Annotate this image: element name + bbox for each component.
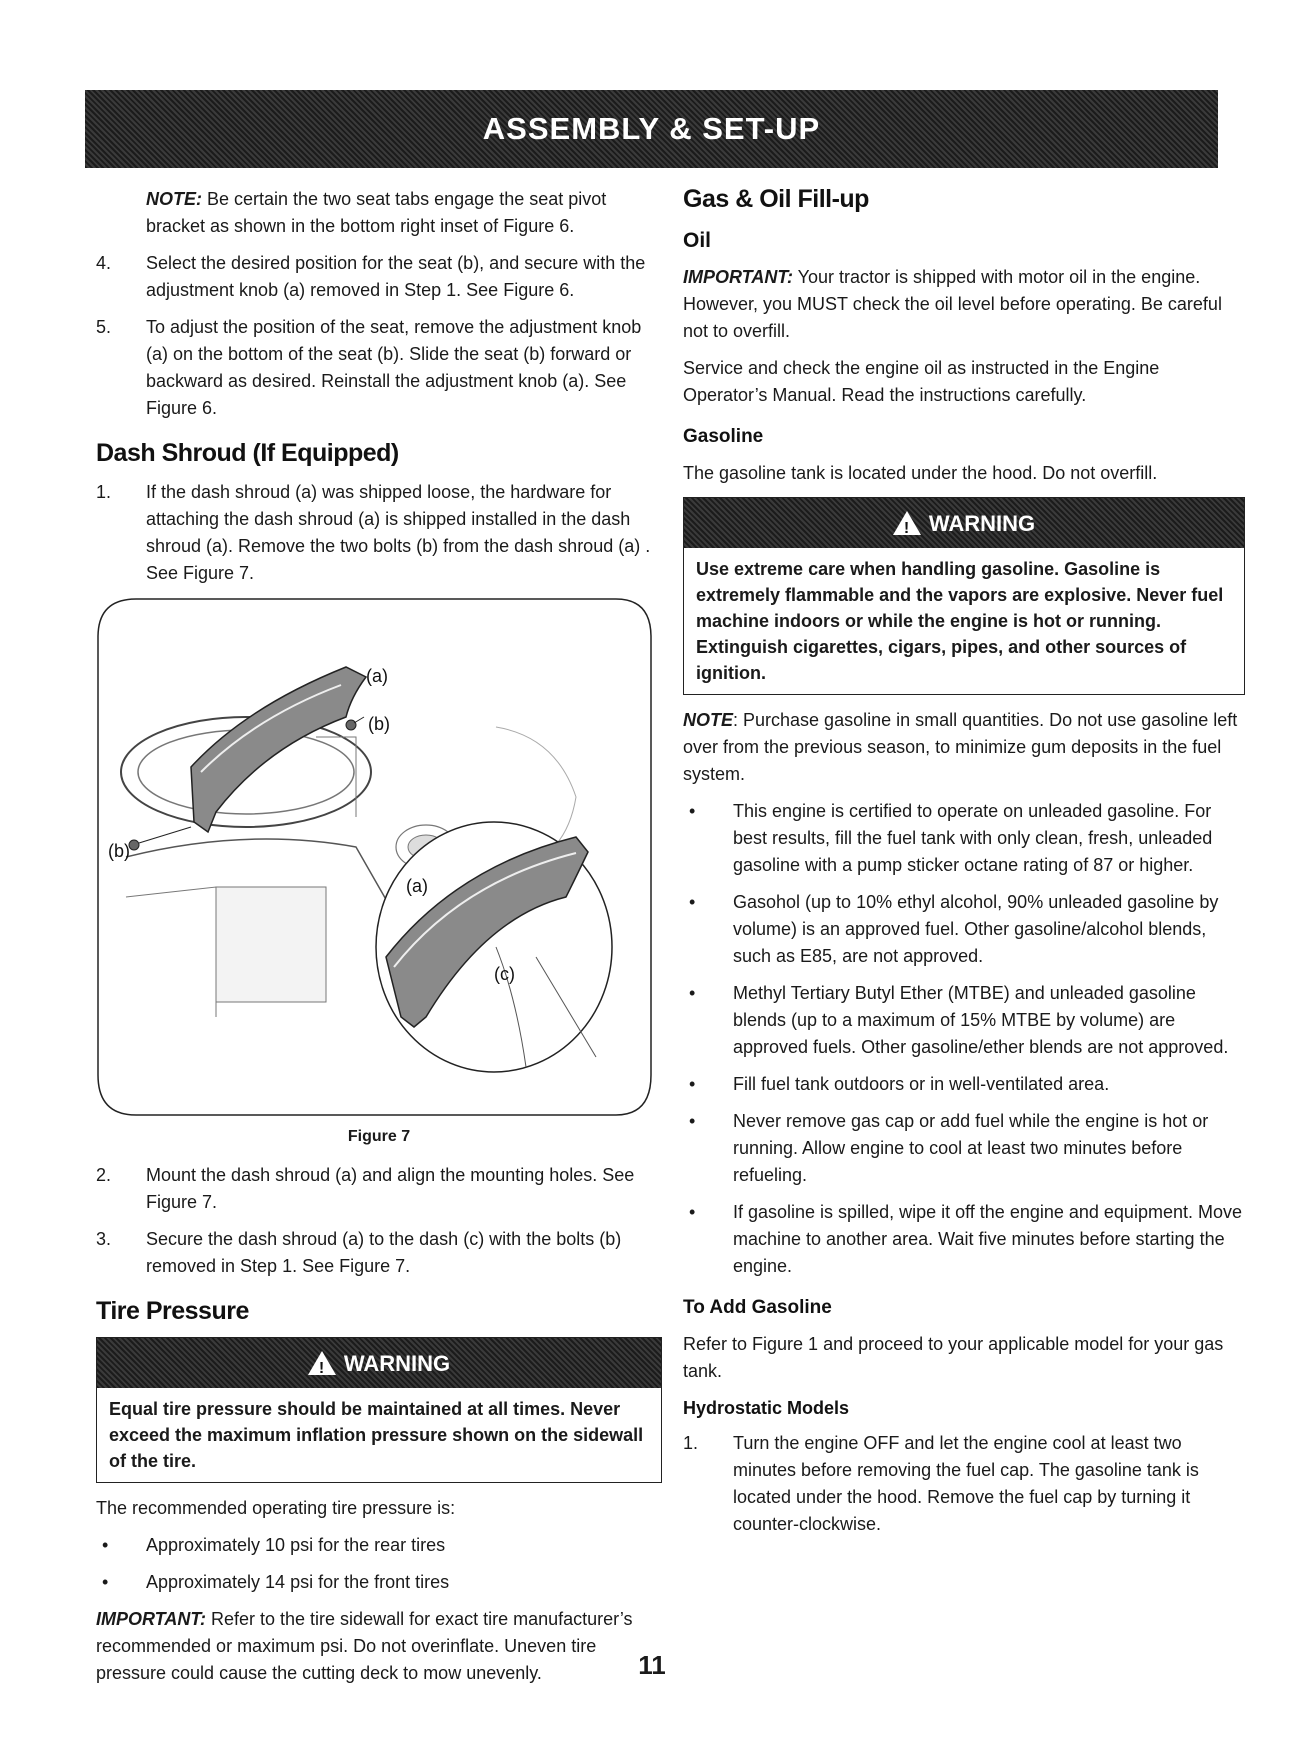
step-4 — [96, 250, 662, 304]
bullet-icon: • — [689, 892, 696, 912]
step-number: 1. — [683, 1433, 699, 1453]
tire-bullet — [96, 1532, 662, 1559]
step-text: Turn the engine OFF and let the engine cool at least two minutes before removing the fuel cap. The gasoline tank is located under the hood. Remove the fuel cap by turning it counter-clockwise. — [733, 1433, 1199, 1534]
warning-text: Equal tire pressure should be maintained at all times. Never exceed the maximum inflation pressure shown on the sidewall of the tire. — [109, 1399, 644, 1471]
add-gasoline-heading: To Add Gasoline — [683, 1297, 832, 1318]
section-banner — [85, 90, 1218, 168]
page-number: 11 — [638, 1650, 666, 1680]
gas-bullet — [683, 889, 1245, 970]
oil-important — [683, 264, 1245, 345]
step-number: 5. — [96, 317, 112, 337]
gas-oil-heading: Gas & Oil Fill-up — [683, 185, 869, 213]
gas-bullet — [683, 1199, 1245, 1280]
label-b-left: (b) — [108, 841, 130, 861]
section-title: ASSEMBLY & SET-UP — [482, 111, 821, 146]
note-label: NOTE: — [146, 189, 202, 209]
bullet-icon: • — [689, 1111, 696, 1131]
note-text: Be certain the two seat tabs engage the seat pivot bracket as shown in the bottom right inset of Figure 6. — [146, 189, 607, 236]
important-label: IMPORTANT: — [683, 267, 793, 287]
dash-step-1 — [96, 479, 662, 587]
warning-triangle-icon — [308, 1351, 336, 1375]
warning-bar — [684, 498, 1244, 548]
gas-warning-box — [683, 497, 1245, 695]
left-column — [96, 186, 662, 1697]
gas-note — [683, 707, 1245, 788]
label-c-inset: (c) — [494, 964, 515, 984]
gasoline-heading: Gasoline — [683, 426, 764, 447]
bullet-text: Methyl Tertiary Butyl Ether (MTBE) and unleaded gasoline blends (up to a maximum of 15% MTBE by volume) are approved fuels. Other gasoline/ether blends are not approved. — [733, 983, 1229, 1057]
step-number: 4. — [96, 253, 112, 273]
tire-bullet — [96, 1569, 662, 1596]
note-label: NOTE — [683, 710, 734, 730]
bullet-icon: • — [689, 1074, 696, 1094]
step-number: 2. — [96, 1165, 112, 1185]
step-text: If the dash shroud (a) was shipped loose, the hardware for attaching the dash shroud (a) is shipped installed in the dash shroud (a). Remove the two bolts (b) from the dash shroud (a) . See Figure 7. — [146, 482, 651, 583]
tire-intro: The recommended operating tire pressure is: — [96, 1498, 456, 1518]
warning-text: Use extreme care when handling gasoline. Gasoline is extremely flammable and the vapors are explosive. Never fuel machine indoors or while the engine is hot or running. Extinguish cigarettes, cigars, pipes, and other sources of ignition. — [696, 559, 1224, 683]
step-text: Select the desired position for the seat (b), and secure with the adjustment knob (a) removed in Step 1. See Figure 6. — [146, 253, 646, 300]
oil-service: Service and check the engine oil as instructed in the Engine Operator’s Manual. Read the instructions carefully. — [683, 358, 1160, 405]
step-number: 1. — [96, 482, 112, 502]
warning-title: WARNING — [343, 1350, 451, 1376]
important-label: IMPORTANT: — [96, 1609, 206, 1629]
figure-caption: Figure 7 — [347, 1128, 411, 1145]
label-a-top: (a) — [366, 666, 388, 686]
figure-7 — [96, 597, 656, 1117]
step-text: To adjust the position of the seat, remove the adjustment knob (a) on the bottom of the seat (b). Slide the seat (b) forward or backward as desired. Reinstall the adjustment knob (a). See Figure 6. — [146, 317, 642, 418]
label-b-right: (b) — [368, 714, 390, 734]
hydrostatic-heading: Hydrostatic Models — [683, 1398, 850, 1418]
bullet-text: Gasohol (up to 10% ethyl alcohol, 90% unleaded gasoline by volume) is an approved fuel. Other gasoline/alcohol blends, such as E85, are not approved. — [733, 892, 1219, 966]
gas-bullet — [683, 980, 1245, 1061]
gas-bullet — [683, 1071, 1245, 1098]
bullet-text: This engine is certified to operate on unleaded gasoline. For best results, fill the fuel tank with only clean, fresh, unleaded gasoline with a pump sticker octane rating of 87 or higher. — [733, 801, 1213, 875]
bullet-icon: • — [689, 1202, 696, 1222]
add-gasoline-text: Refer to Figure 1 and proceed to your applicable model for your gas tank. — [683, 1334, 1224, 1381]
figure-7-illustration — [96, 597, 656, 1117]
warning-title: WARNING — [928, 510, 1036, 536]
bullet-icon: • — [102, 1572, 109, 1592]
gas-bullet — [683, 1108, 1245, 1189]
gas-bullet — [683, 798, 1245, 879]
bullet-icon: • — [102, 1535, 109, 1555]
seat-note — [96, 186, 662, 240]
bullet-text: Approximately 10 psi for the rear tires — [146, 1535, 446, 1555]
right-column — [683, 186, 1245, 1548]
step-5 — [96, 314, 662, 422]
warning-bar — [97, 1338, 661, 1388]
bullet-text: Fill fuel tank outdoors or in well-ventilated area. — [733, 1074, 1110, 1094]
bullet-text: Approximately 14 psi for the front tires — [146, 1572, 450, 1592]
step-number: 3. — [96, 1229, 112, 1249]
oil-heading: Oil — [683, 229, 712, 252]
important-text: Refer to the tire sidewall for exact tire manufacturer’s recommended or maximum psi. Do not overinflate. Uneven tire pressure could cause the cutting deck to mow unevenly. — [96, 1609, 633, 1683]
tire-pressure-heading: Tire Pressure — [96, 1297, 249, 1325]
dash-step-3 — [96, 1226, 662, 1280]
bullet-text: Never remove gas cap or add fuel while the engine is hot or running. Allow engine to cool at least two minutes before refueling. — [733, 1111, 1209, 1185]
label-a-inset: (a) — [406, 876, 428, 896]
bullet-icon: • — [689, 983, 696, 1003]
step-text: Mount the dash shroud (a) and align the mounting holes. See Figure 7. — [146, 1165, 635, 1212]
warning-triangle-icon — [893, 511, 921, 535]
step-text: Secure the dash shroud (a) to the dash (c) with the bolts (b) removed in Step 1. See Figure 7. — [146, 1229, 622, 1276]
important-text: Your tractor is shipped with motor oil in the engine. However, you MUST check the oil level before operating. Be careful not to overfill. — [683, 267, 1222, 341]
tire-warning-box — [96, 1337, 662, 1483]
gasoline-text: The gasoline tank is located under the hood. Do not overfill. — [683, 463, 1158, 483]
bullet-text: If gasoline is spilled, wipe it off the engine and equipment. Move machine to another area. Wait five minutes before starting the engine. — [733, 1202, 1242, 1276]
dash-step-2 — [96, 1162, 662, 1216]
note-text: : Purchase gasoline in small quantities. Do not use gasoline left over from the previous season, to minimize gum deposits in the fuel system. — [683, 710, 1238, 784]
hydro-step-1 — [683, 1430, 1245, 1538]
bullet-icon: • — [689, 801, 696, 821]
dash-shroud-heading: Dash Shroud (If Equipped) — [96, 439, 399, 467]
